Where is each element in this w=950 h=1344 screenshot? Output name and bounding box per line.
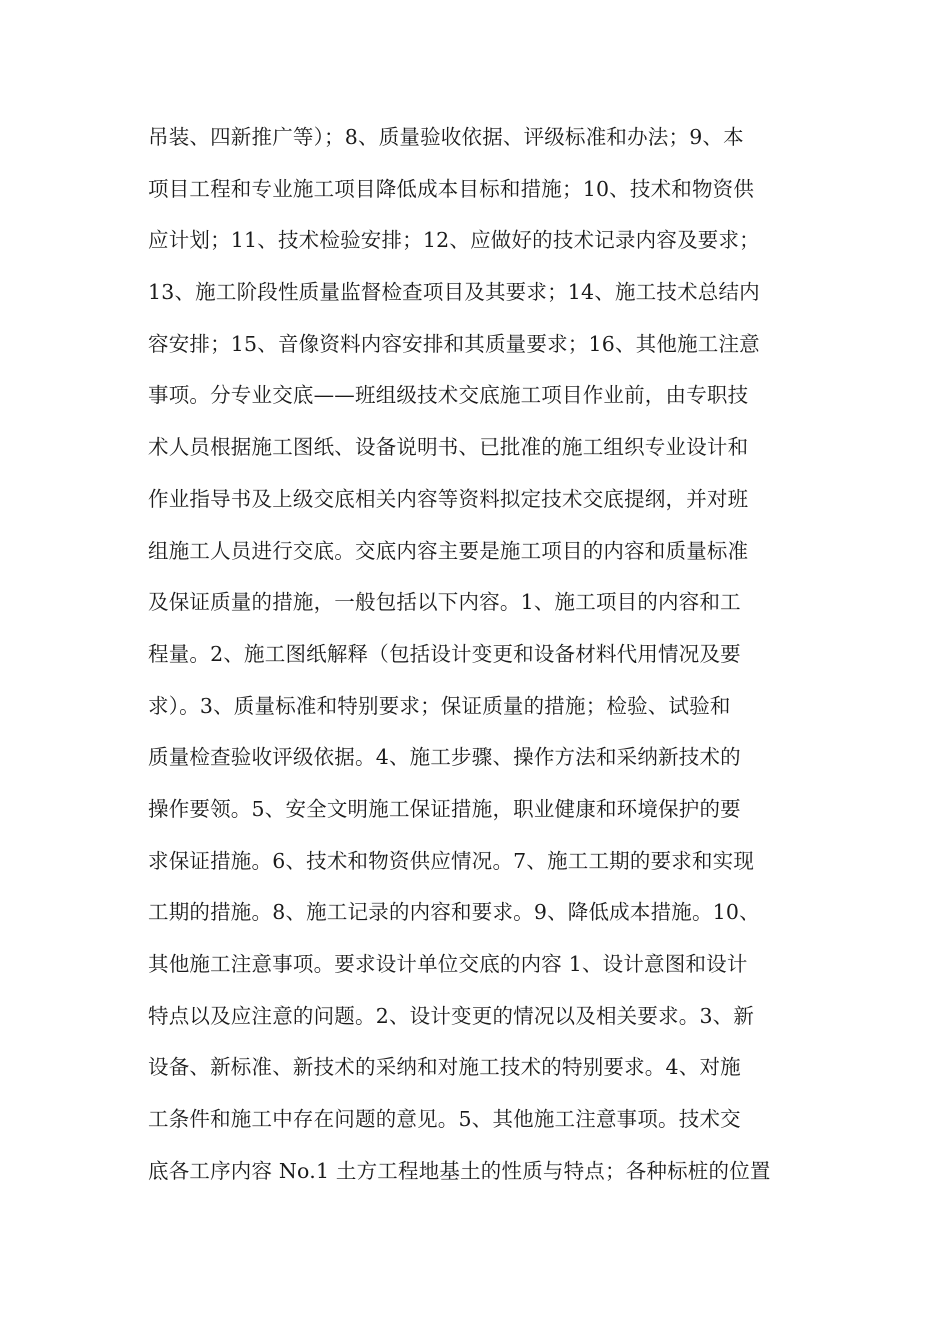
text-line: 求保证措施。6、技术和物资供应情况。7、施工工期的要求和实现 <box>148 848 755 873</box>
text-line: 术人员根据施工图纸、设备说明书、已批准的施工组织专业设计和 <box>148 435 749 460</box>
text-line: 作业指导书及上级交底相关内容等资料拟定技术交底提纲，并对班 <box>148 486 749 511</box>
text-line: 底各工序内容 No.1 土方工程地基土的性质与特点；各种标桩的位置 <box>148 1158 771 1183</box>
text-line: 质量检查验收评级依据。4、施工步骤、操作方法和采纳新技术的 <box>148 745 741 770</box>
text-line: 工期的措施。8、施工记录的内容和要求。9、降低成本措施。10、 <box>148 900 760 925</box>
text-line: 求）。3、质量标准和特别要求；保证质量的措施；检验、试验和 <box>148 693 731 718</box>
text-line: 13、施工阶段性质量监督检查项目及其要求；14、施工技术总结内 <box>148 280 760 305</box>
text-line: 容安排；15、音像资料内容安排和其质量要求；16、其他施工注意 <box>148 331 760 356</box>
text-line: 特点以及应注意的问题。2、设计变更的情况以及相关要求。3、新 <box>148 1003 755 1028</box>
text-line: 组施工人员进行交底。交底内容主要是施工项目的内容和质量标准 <box>148 538 749 563</box>
text-line: 设备、新标准、新技术的采纳和对施工技术的特别要求。4、对施 <box>148 1055 741 1080</box>
text-line: 工条件和施工中存在问题的意见。5、其他施工注意事项。技术交 <box>148 1107 741 1132</box>
text-line: 吊装、四新推广等）；8、质量验收依据、评级标准和办法；9、本 <box>148 125 744 149</box>
text-line: 程量。2、施工图纸解释（包括设计变更和设备材料代用情况及要 <box>148 641 741 666</box>
text-line: 事项。分专业交底——班组级技术交底施工项目作业前，由专职技 <box>148 383 749 408</box>
text-line: 操作要领。5、安全文明施工保证措施，职业健康和环境保护的要 <box>148 796 741 821</box>
text-line: 其他施工注意事项。要求设计单位交底的内容 1、设计意图和设计 <box>148 952 748 976</box>
text-line: 项目工程和专业施工项目降低成本目标和措施；10、技术和物资供 <box>148 176 755 201</box>
text-line: 及保证质量的措施，一般包括以下内容。1、施工项目的内容和工 <box>148 590 741 615</box>
text-line: 应计划；11、技术检验安排；12、应做好的技术记录内容及要求； <box>148 228 760 253</box>
body-paragraph <box>148 116 818 1201</box>
